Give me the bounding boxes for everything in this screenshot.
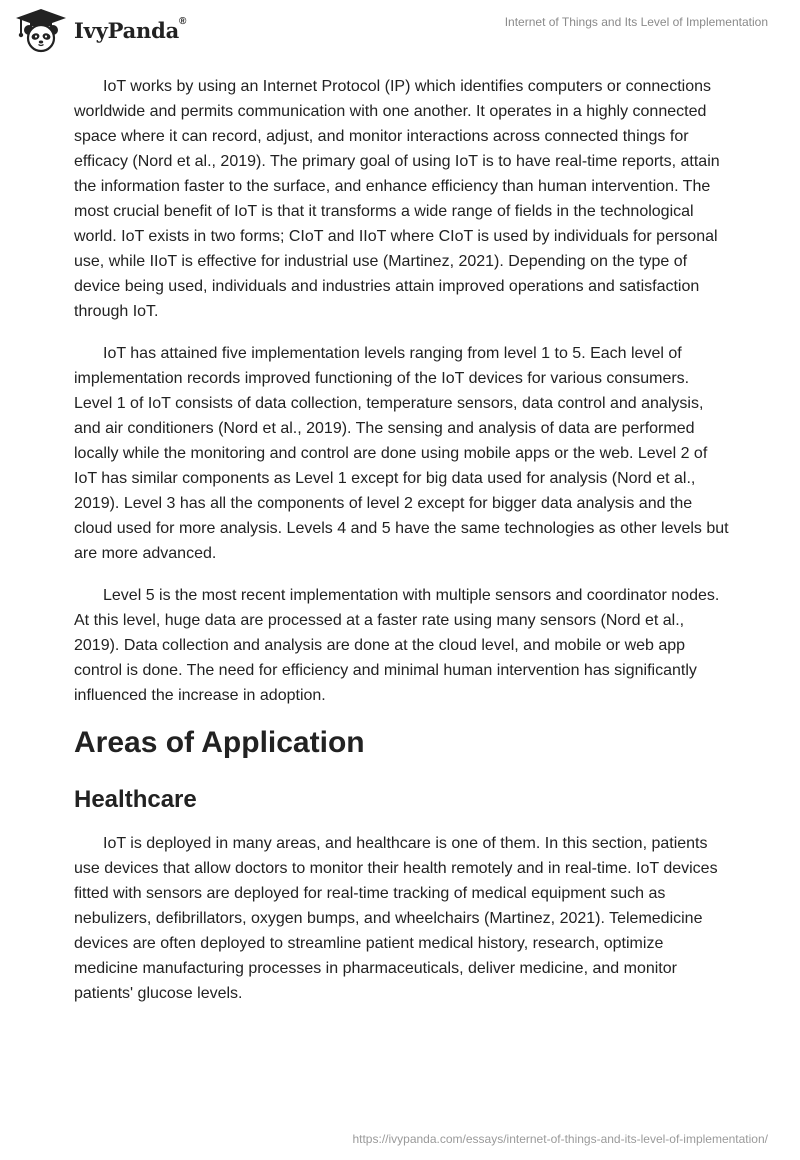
section-heading-areas-of-application: Areas of Application: [74, 726, 365, 759]
document-title: Internet of Things and Its Level of Implementation: [504, 15, 768, 29]
page-header: [0, 0, 800, 60]
essay-content: [74, 74, 730, 1023]
panda-graduate-icon: [14, 7, 68, 53]
paragraph-healthcare: IoT is deployed in many areas, and healthcare is one of them. In this section, patients use devices that allow doctors to monitor their health remotely and in real-time. IoT devices fitted with sensors are deployed for real-time tracking of medical equipment such as nebulizers, defibrillators, oxygen bumps, and wheelchairs (Martinez, 2021). Telemedicine devices are often deployed to streamline patient medical history, research, optimize medicine manufacturing processes in pharmaceuticals, deliver medicine, and monitor patients' glucose levels.: [74, 835, 718, 1002]
ivypanda-logo[interactable]: [14, 7, 186, 53]
paragraph-level-5: Level 5 is the most recent implementation with multiple sensors and coordinator nodes. At this level, huge data are processed at a faster rate using many sensors (Nord et al., 2019). Data collection and analysis are done at the cloud level, and mobile or web app control is done. The need for efficiency and minimal human intervention has significantly influenced the increase in adoption.: [74, 587, 720, 704]
paragraph-iot-protocol: IoT works by using an Internet Protocol (IP) which identifies computers or connections worldwide and permits communication with one another. It operates in a highly connected space where it can record, adjust, and monitor interactions across connected things for efficacy (Nord et al., 2019). The primary goal of using IoT is to have real-time reports, attain the information faster to the surface, and enhance efficiency than human intervention. The most crucial benefit of IoT is that it transforms a wide range of fields in the technological world. IoT exists in two forms; CIoT and IIoT where CIoT is used by individuals for personal use, while IIoT is effective for industrial use (Martinez, 2021). Depending on the type of device being used, individuals and industries attain improved operations and satisfaction through IoT.: [74, 78, 720, 320]
source-url[interactable]: https://ivypanda.com/essays/internet-of-things-and-its-level-of-implementation/: [352, 1132, 768, 1146]
brand-name: IvyPanda®: [74, 15, 187, 43]
subsection-heading-healthcare: Healthcare: [74, 786, 197, 813]
paragraph-implementation-levels: IoT has attained five implementation levels ranging from level 1 to 5. Each level of implementation records improved functioning of the IoT devices for various consumers. Level 1 of IoT consists of data collection, temperature sensors, data control and analysis, and air conditioners (Nord et al., 2019). The sensing and analysis of data are performed locally while the monitoring and control are done using mobile apps or the web. Level 2 of IoT has similar components as Level 1 except for big data used for analysis (Nord et al., 2019). Level 3 has all the components of level 2 except for bigger data analysis and the cloud used for more analysis. Levels 4 and 5 have the same technologies as other levels but are more advanced.: [74, 345, 729, 562]
